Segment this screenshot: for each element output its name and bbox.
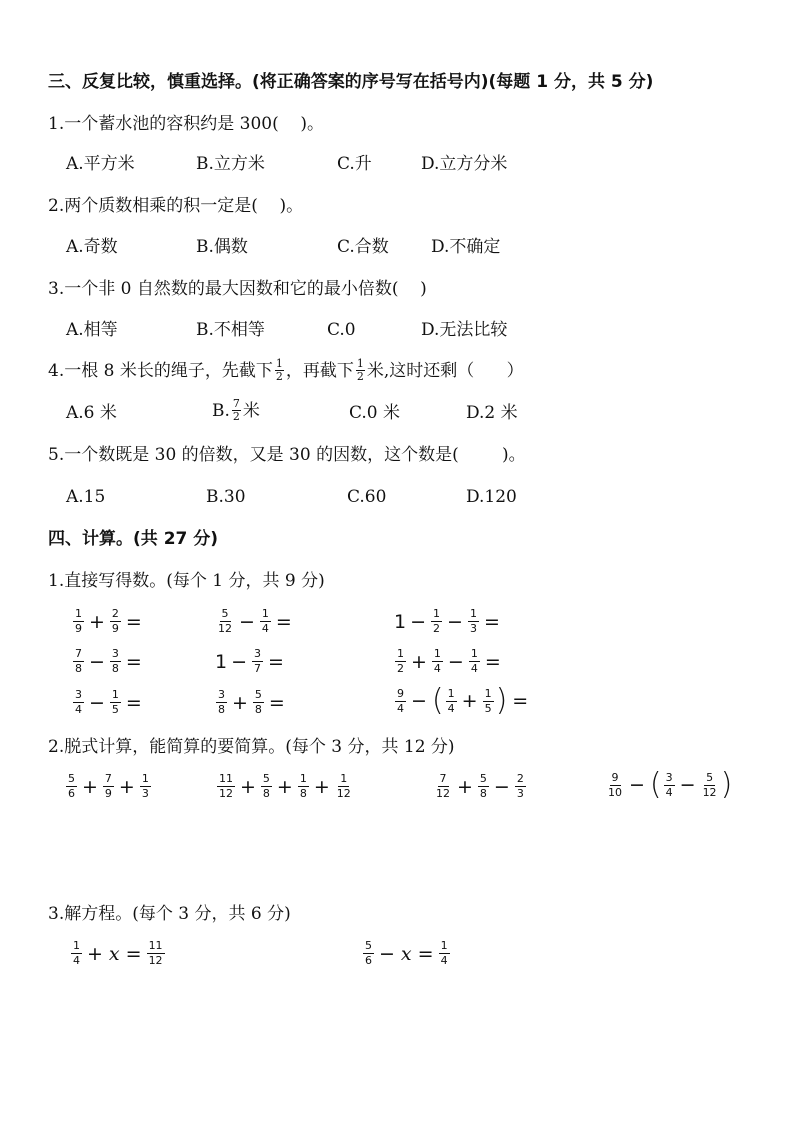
text: 12 <box>436 787 450 800</box>
text: 1 <box>299 772 307 785</box>
expr-1-9 <box>394 683 532 718</box>
text: + <box>240 775 256 798</box>
text: + <box>82 775 98 798</box>
fraction <box>261 773 272 800</box>
fraction <box>147 940 165 967</box>
expr-1-7 <box>72 689 146 716</box>
fraction <box>439 940 450 967</box>
text: 7 <box>254 662 262 675</box>
text: = <box>125 691 142 714</box>
text: 2 <box>356 370 364 383</box>
question-1: 1.一个蓄水池的容积约是 300( )。 <box>48 114 324 134</box>
fraction <box>73 648 84 675</box>
text: 1 <box>261 607 269 620</box>
question-5: 5.一个数既是 30 的倍数，又是 30 的因数，这个数是( )。 <box>48 445 526 465</box>
part-3-title: 3.解方程。(每个 3 分，共 6 分) <box>48 904 291 924</box>
fraction <box>478 773 489 800</box>
fraction <box>515 773 526 800</box>
fraction <box>260 608 271 635</box>
text: = <box>268 650 284 673</box>
text: + <box>276 775 293 798</box>
text: 7 <box>75 647 82 660</box>
text: 2 <box>433 622 441 635</box>
q5-option-c: C.60 <box>347 487 387 507</box>
q4-option-a: A.6 米 <box>66 403 117 423</box>
text: + <box>461 690 478 712</box>
text: B. <box>212 400 230 421</box>
text: 1 <box>75 607 82 620</box>
text: x <box>400 942 412 965</box>
text: 6 <box>68 787 75 800</box>
fraction <box>73 689 84 716</box>
text: 4 <box>397 701 404 715</box>
fraction <box>335 773 353 800</box>
text: 10 <box>608 785 622 799</box>
fraction <box>363 940 374 967</box>
text: 6 <box>365 954 372 967</box>
q5-option-b: B.30 <box>206 487 246 507</box>
fraction <box>73 608 84 635</box>
text: 1 <box>470 647 478 660</box>
text: 4 <box>75 703 82 716</box>
q4-option-d: D.2 米 <box>466 403 518 423</box>
q3-option-b: B.不相等 <box>196 320 265 340</box>
text: 3 <box>516 787 524 800</box>
expr-1-2 <box>215 608 296 635</box>
q1-option-c: C.升 <box>337 154 372 174</box>
text: 12 <box>702 785 717 799</box>
fraction <box>232 398 241 423</box>
text: 米 <box>242 400 260 421</box>
text: 8 <box>75 662 82 675</box>
part-2-title: 2.脱式计算，能简算的要简算。(每个 3 分，共 12 分) <box>48 737 455 757</box>
fraction <box>432 648 443 675</box>
text: − <box>629 774 645 796</box>
fraction <box>140 773 151 800</box>
text: + <box>118 775 135 798</box>
text: 4 <box>470 662 478 675</box>
q4-option-b <box>212 398 260 423</box>
fraction <box>606 772 624 799</box>
text: 4 <box>665 785 673 799</box>
fraction <box>71 940 82 967</box>
section-4-heading: 四、计算。(共 27 分) <box>48 529 219 549</box>
text: = <box>125 942 142 965</box>
fraction <box>216 689 227 716</box>
text: 5 <box>254 688 262 701</box>
q3-option-d: D.无法比较 <box>421 320 508 340</box>
text: 12 <box>218 622 232 635</box>
text: = <box>125 650 142 673</box>
fraction <box>395 688 406 715</box>
text: 5 <box>111 703 119 716</box>
text: 3 <box>111 647 119 660</box>
text: 12 <box>148 954 163 967</box>
text: 1 <box>356 357 364 370</box>
text: 2 <box>397 662 404 675</box>
text: 4 <box>261 622 269 635</box>
section-3-heading: 三、反复比较，慎重选择。(将正确答案的序号写在括号内)(每题 1 分，共 5 分) <box>48 72 654 92</box>
question-2: 2.两个质数相乘的积一定是( )。 <box>48 196 304 216</box>
text: + <box>457 775 473 798</box>
expr-2-3 <box>433 773 527 800</box>
expr-1-1 <box>72 608 146 635</box>
text: 12 <box>336 787 351 800</box>
text: − <box>379 942 395 965</box>
fraction <box>356 358 365 383</box>
fraction <box>701 772 719 799</box>
text: 1 <box>397 647 404 660</box>
text: ( <box>649 767 662 802</box>
text: 2 <box>232 410 240 423</box>
text: 4 <box>433 662 441 675</box>
text: 1 <box>440 939 448 952</box>
q2-option-a: A.奇数 <box>66 237 118 257</box>
text: − <box>679 774 696 796</box>
text: 4 <box>440 954 448 967</box>
expr-1-6 <box>394 648 505 675</box>
fraction <box>110 648 121 675</box>
text: − <box>239 610 255 633</box>
part-1-title: 1.直接写得数。(每个 1 分，共 9 分) <box>48 571 325 591</box>
fraction <box>469 648 480 675</box>
text: 5 <box>365 939 372 952</box>
text: ( <box>431 683 444 718</box>
text: 米,这时还剩（ ） <box>366 360 524 381</box>
fraction <box>110 608 121 635</box>
text: 3 <box>254 647 262 660</box>
text: 9 <box>75 622 82 635</box>
expr-1-5 <box>215 648 288 675</box>
fraction <box>275 358 284 383</box>
text: x <box>108 942 120 965</box>
text: 3 <box>469 622 477 635</box>
text: 3 <box>665 770 673 784</box>
text: 5 <box>68 772 75 785</box>
fraction <box>217 773 235 800</box>
text: 8 <box>111 662 119 675</box>
text: 2 <box>275 370 283 383</box>
fraction <box>446 688 457 715</box>
text: 12 <box>219 787 233 800</box>
expr-2-2 <box>216 773 354 800</box>
q2-option-b: B.偶数 <box>196 237 248 257</box>
text: 9 <box>111 622 119 635</box>
text: 8 <box>479 787 487 800</box>
question-3: 3.一个非 0 自然数的最大因数和它的最小倍数( ) <box>48 279 427 299</box>
text: 2 <box>516 772 524 785</box>
text: 7 <box>439 772 447 785</box>
q4-option-c: C.0 米 <box>349 403 401 423</box>
text: + <box>313 775 330 798</box>
q3-option-c: C.0 <box>327 320 356 340</box>
text: + <box>232 691 248 714</box>
text: + <box>89 610 105 633</box>
q1-option-d: D.立方分米 <box>421 154 508 174</box>
fraction <box>66 773 77 800</box>
q3-option-a: A.相等 <box>66 320 118 340</box>
fraction <box>298 773 309 800</box>
text: 1 <box>394 610 407 633</box>
text: 4 <box>73 954 80 967</box>
text: 8 <box>262 787 270 800</box>
fraction <box>252 648 263 675</box>
fraction <box>253 689 264 716</box>
text: ) <box>495 683 508 718</box>
text: 11 <box>219 772 233 785</box>
q1-option-b: B.立方米 <box>196 154 265 174</box>
question-4 <box>48 358 524 383</box>
fraction <box>103 773 114 800</box>
text: − <box>493 775 510 798</box>
fraction <box>395 648 406 675</box>
text: 1 <box>447 686 455 700</box>
text: − <box>89 650 105 673</box>
text: 8 <box>254 703 262 716</box>
text: = <box>417 942 434 965</box>
q5-option-d: D.120 <box>466 487 517 507</box>
text: 1 <box>111 688 119 701</box>
q2-option-d: D.不确定 <box>431 237 501 257</box>
equation-2 <box>362 940 451 967</box>
text: − <box>447 650 464 673</box>
text: 1 <box>73 939 80 952</box>
equation-1 <box>70 940 166 967</box>
fraction <box>664 772 675 799</box>
text: = <box>268 691 285 714</box>
text: 9 <box>611 770 619 784</box>
text: ) <box>720 767 733 802</box>
text: − <box>231 650 248 673</box>
text: − <box>411 690 427 712</box>
text: = <box>483 610 500 633</box>
text: 7 <box>104 772 112 785</box>
text: = <box>125 610 142 633</box>
fraction <box>468 608 479 635</box>
expr-1-3 <box>394 608 504 635</box>
text: = <box>275 610 292 633</box>
q5-option-a: A.15 <box>66 487 106 507</box>
fraction <box>216 608 234 635</box>
text: 1 <box>275 357 283 370</box>
text: ，再截下 <box>285 360 354 381</box>
fraction <box>431 608 442 635</box>
text: 1 <box>484 686 492 700</box>
text: 5 <box>706 770 714 784</box>
text: 5 <box>221 607 229 620</box>
expr-1-4 <box>72 648 146 675</box>
text: + <box>87 942 103 965</box>
text: 1 <box>141 772 149 785</box>
fraction <box>434 773 452 800</box>
text: 1 <box>469 607 477 620</box>
text: − <box>410 610 427 633</box>
text: 5 <box>262 772 270 785</box>
q1-option-a: A.平方米 <box>66 154 135 174</box>
text: 1 <box>340 772 348 785</box>
text: = <box>484 650 501 673</box>
text: 4.一根 8 米长的绳子，先截下 <box>48 360 273 381</box>
expr-2-4 <box>605 767 733 802</box>
text: 8 <box>218 703 225 716</box>
text: 8 <box>299 787 307 800</box>
text: − <box>89 691 105 714</box>
fraction <box>110 689 121 716</box>
text: + <box>411 650 427 673</box>
text: = <box>512 690 529 712</box>
text: 9 <box>397 686 404 700</box>
text: 5 <box>479 772 487 785</box>
text: 1 <box>215 650 228 673</box>
expr-2-1 <box>65 773 152 800</box>
text: − <box>447 610 463 633</box>
text: 3 <box>141 787 149 800</box>
text: 4 <box>447 701 455 715</box>
text: 2 <box>111 607 119 620</box>
text: 1 <box>433 607 441 620</box>
text: 1 <box>433 647 441 660</box>
text: 7 <box>232 397 240 410</box>
q2-option-c: C.合数 <box>337 237 389 257</box>
expr-1-8 <box>215 689 289 716</box>
text: 3 <box>75 688 82 701</box>
fraction <box>483 688 494 715</box>
text: 5 <box>484 701 492 715</box>
text: 9 <box>104 787 112 800</box>
text: 3 <box>218 688 225 701</box>
text: 11 <box>148 939 163 952</box>
